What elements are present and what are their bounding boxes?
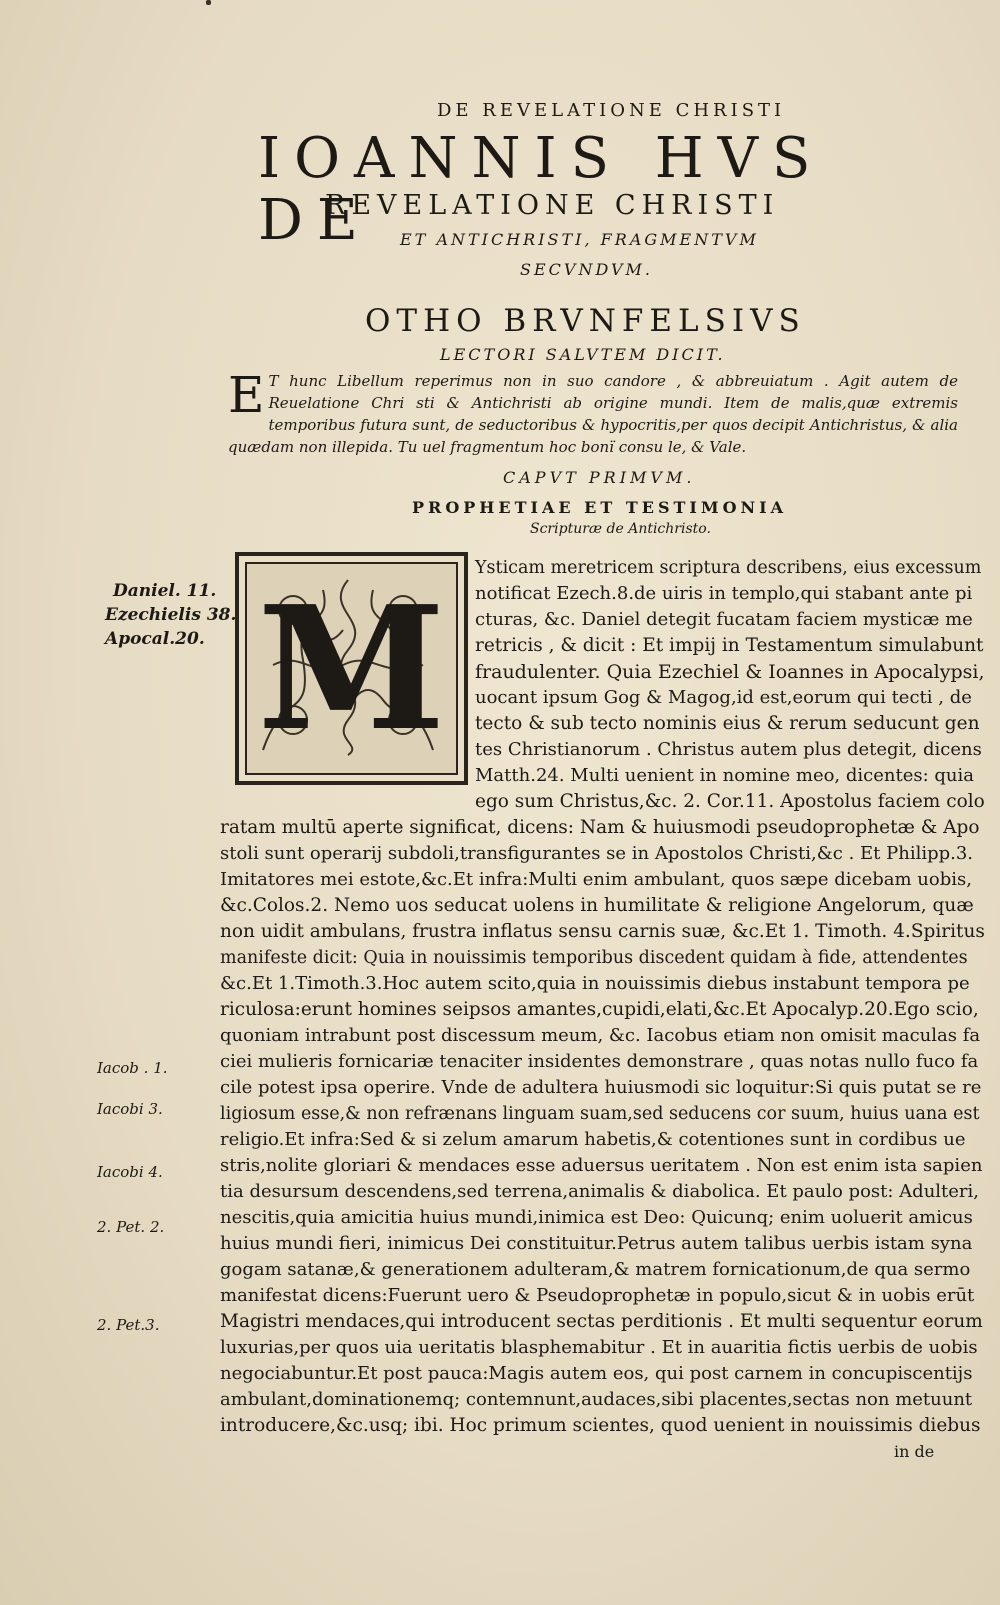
- body-line: tes Christianorum . Christus autem plus detegit, dicens: [475, 739, 982, 760]
- body-line: tecto & sub tecto nominis eius & rerum seducunt gen: [475, 713, 980, 734]
- body-line: stoli sunt operarij subdoli,transfigurantes se in Apostolos Christi,&c . Et Philipp.3.: [220, 843, 974, 864]
- preface-line: sti & Antichristi ab origine mundi. Item de malis,quæ extremis temporibus futura sunt, de seductoribus: [268, 394, 958, 434]
- margin-note: Daniel. 11.: [113, 581, 217, 601]
- title-line-2: REVELATIONE CHRISTI: [325, 190, 780, 221]
- author-heading: OTHO BRVNFELSIVS: [365, 303, 806, 339]
- margin-note: Iacob . 1.: [97, 1059, 168, 1077]
- ink-spot: [206, 0, 211, 5]
- body-line: manifestat dicens:Fuerunt uero & Pseudoprophetæ in populo,sicut & in uobis erūt: [220, 1285, 975, 1306]
- section-heading: PROPHETIAE ET TESTIMONIA: [412, 498, 788, 517]
- margin-note: Apocal.20.: [105, 629, 205, 649]
- greeting: LECTORI SALVTEM DICIT.: [440, 345, 726, 364]
- body-line: gogam satanæ,& generationem adulteram,& matrem fornicationum,de qua sermo: [220, 1259, 971, 1280]
- body-line: fraudulenter. Quia Ezechiel & Ioannes in Apocalypsi,: [475, 661, 985, 683]
- margin-note: 2. Pet.3.: [97, 1316, 160, 1334]
- body-line: ego sum Christus,&c. 2. Cor.11. Apostolus faciem colo: [475, 791, 985, 812]
- body-line: &c.Colos.2. Nemo uos seducat uolens in humilitate & religione Angelorum, quæ: [220, 895, 974, 916]
- decorated-initial: [235, 552, 468, 785]
- body-line: Magistri mendaces,qui introducent sectas perditionis . Et multi sequentur eorum: [220, 1311, 983, 1332]
- margin-note: Ezechielis 38.: [105, 605, 237, 625]
- section-subheading: Scripturæ de Antichristo.: [530, 521, 711, 537]
- margin-note: Iacobi 4.: [97, 1163, 163, 1181]
- body-line: Matth.24. Multi uenient in nomine meo, dicentes: quia: [475, 765, 974, 786]
- body-line: ligiosum esse,& non refrænans linguam suam,sed seducens cor suum, huius uana est: [220, 1104, 980, 1124]
- body-line: nescitis,quia amicitia huius mundi,inimica est Deo: Quicunq; enim uoluerit amicus: [220, 1207, 973, 1228]
- body-line: quoniam intrabunt post discessum meum, &c. Iacobus etiam non omisit maculas fa: [220, 1025, 981, 1046]
- body-line: ratam multū aperte significat, dicens: Nam & huiusmodi pseudoprophetæ & Apo: [220, 817, 980, 838]
- running-head: DE REVELATIONE CHRISTI: [437, 100, 786, 121]
- body-line: stris,nolite gloriari & mendaces esse aduersus ueritatem . Non est enim ista sapien: [220, 1155, 983, 1176]
- body-line: riculosa:erunt homines seipsos amantes,cupidi,elati,&c.Et Apocalyp.20.Ego scio,: [220, 999, 979, 1020]
- body-line: uocant ipsum Gog & Magog,id est,eorum qui tecti , de: [475, 687, 972, 708]
- title-line-1: IOANNIS HVS DE: [258, 126, 825, 253]
- preface-line: & hypocritis,per quos decipit Antichristus, & alia quædam non illepida. Tu uel fragmentum hoc bonï consu: [228, 416, 959, 456]
- margin-note: 2. Pet. 2.: [97, 1218, 165, 1236]
- margin-note: Iacobi 3.: [97, 1100, 163, 1118]
- body-line: ciei mulieris fornicariæ tenaciter insidentes demonstrare , quas notas nullo fuco fa: [220, 1051, 979, 1072]
- catchword: in de: [894, 1442, 935, 1461]
- body-line: manifeste dicit: Quia in nouissimis temporibus discedent quidam à fide, attendentes: [220, 948, 968, 968]
- body-line: non uidit ambulans, frustra inflatus sensu carnis suæ, &c.Et 1. Timoth. 4.Spiritus: [220, 921, 985, 942]
- preface-line: le, & Vale.: [667, 438, 747, 456]
- initial-letter: M: [257, 568, 446, 769]
- chapter-heading: CAPVT PRIMVM.: [503, 468, 696, 487]
- body-line: Ysticam meretricem scriptura describens, eius excessum: [475, 558, 982, 578]
- body-line: Imitatores mei estote,&c.Et infra:Multi enim ambulant, quos sæpe dicebam uobis,: [220, 869, 972, 890]
- preface: [228, 366, 959, 458]
- body-line: cturas, &c. Daniel detegit fucatam faciem mysticæ me: [475, 609, 973, 630]
- body-line: &c.Et 1.Timoth.3.Hoc autem scito,quia in nouissimis diebus instabunt tempora pe: [220, 973, 970, 994]
- preface-line: T hunc Libellum reperimus non in suo candore , & abbreuiatum . Agit autem de Reuelatione Chri: [268, 372, 958, 412]
- title-line-4: SECVNDVM.: [520, 260, 654, 279]
- body-line: cile potest ipsa operire. Vnde de adultera huiusmodi sic loquitur:Si quis putat se re: [220, 1077, 982, 1098]
- body-line: religio.Et infra:Sed & si zelum amarum habetis,& cotentiones sunt in cordibus ue: [220, 1129, 966, 1150]
- preface-initial: E: [228, 366, 265, 424]
- title-line-3: ET ANTICHRISTI, FRAGMENTVM: [400, 230, 759, 249]
- body-line: luxurias,per quos uia ueritatis blasphemabitur . Et in auaritia fictis uerbis de uobis: [220, 1337, 978, 1358]
- body-line: ambulant,dominationemq; contemnunt,audaces,sibi placentes,sectas non metuunt: [220, 1389, 973, 1410]
- body-line: negociabuntur.Et post pauca:Magis autem eos, qui post carnem in concupiscentijs: [220, 1363, 973, 1384]
- body-line: tia desursum descendens,sed terrena,animalis & diabolica. Et paulo post: Adulteri,: [220, 1181, 980, 1202]
- body-line: notificat Ezech.8.de uiris in templo,qui stabant ante pi: [475, 583, 973, 604]
- body-line: retricis , & dicit : Et impij in Testamentum simulabunt: [475, 635, 984, 656]
- body-line: huius mundi fieri, inimicus Dei constituitur.Petrus autem talibus uerbis istam syna: [220, 1233, 973, 1254]
- body-line: introducere,&c.usq; ibi. Hoc primum scientes, quod uenient in nouissimis diebus: [220, 1415, 981, 1436]
